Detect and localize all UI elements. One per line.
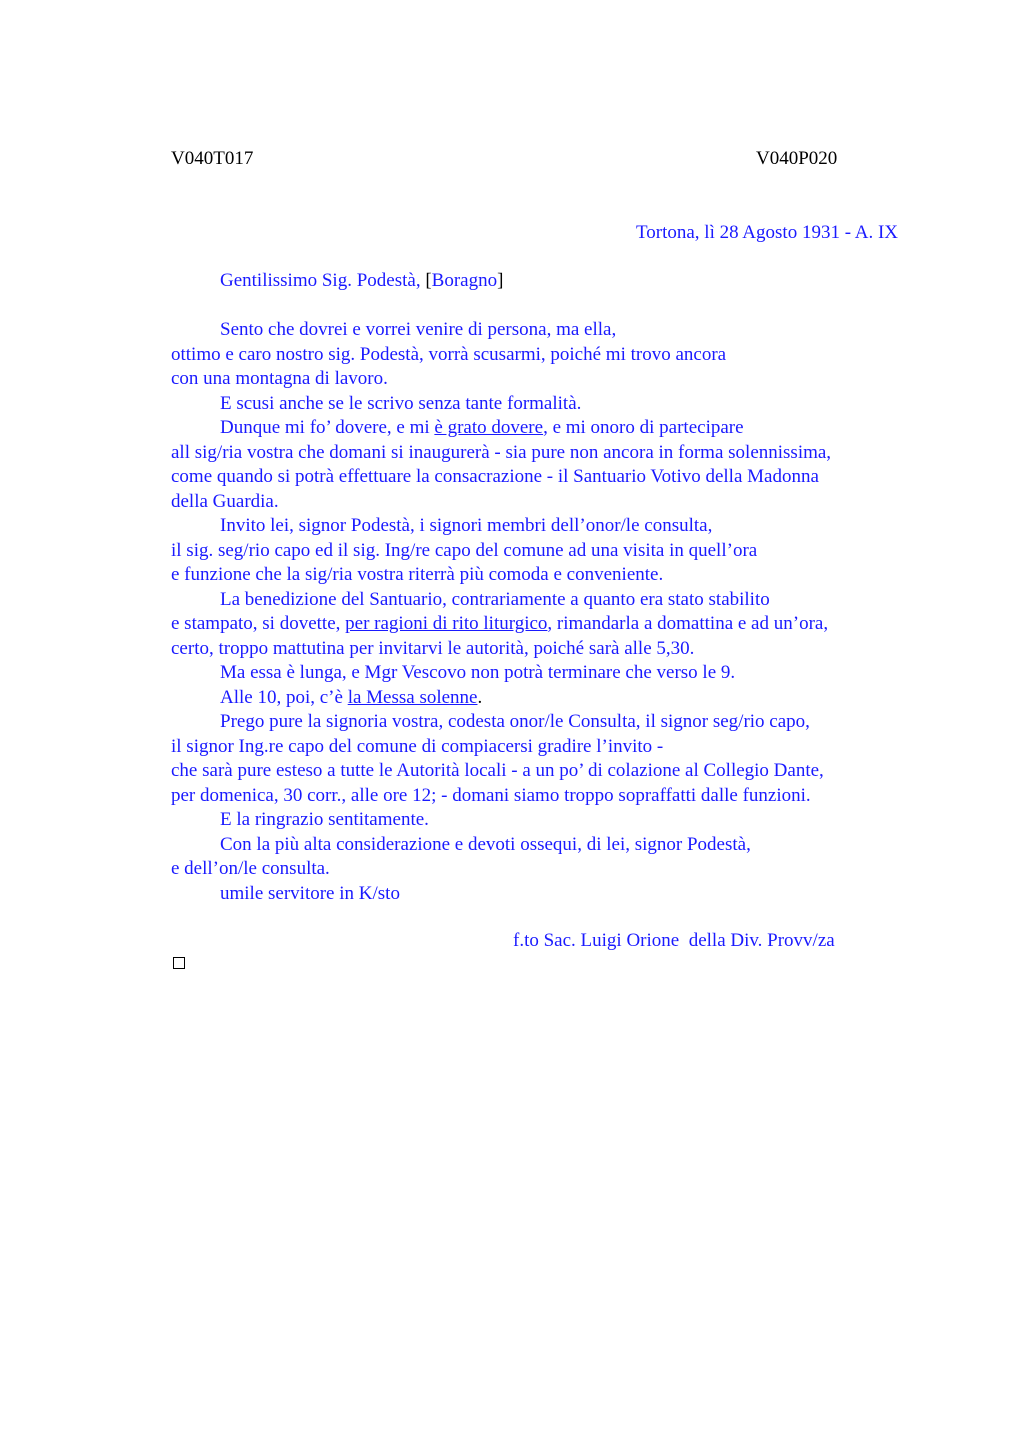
letter-line — [171, 612, 911, 637]
letter-signature: f.to Sac. Luigi Orione della Div. Provv/za — [513, 930, 835, 951]
underlined-phrase: è grato dovere — [434, 417, 544, 438]
line-text: che sarà pure esteso a tutte le Autorità locali - a un po’ di colazione al Collegio Dante, — [171, 760, 824, 781]
line-text: . — [477, 686, 483, 708]
letter-line — [171, 343, 911, 368]
letter-line — [171, 808, 911, 833]
letter-date: Tortona, lì 28 Agosto 1931 - A. IX — [635, 222, 898, 243]
line-text: ottimo e caro nostro sig. Podestà, vorrà scusarmi, poiché mi trovo ancora — [171, 343, 727, 365]
letter-line — [171, 857, 911, 882]
line-text: e dell’on/le consulta. — [171, 858, 330, 879]
line-text: come quando si potrà effettuare la consacrazione - il Santuario Votivo della Madonna — [171, 466, 819, 487]
letter-line — [171, 465, 911, 490]
bracket-close: ] — [497, 270, 504, 291]
line-text: certo, troppo mattutina per invitarvi le autorità, poiché sarà alle 5,30. — [171, 637, 695, 659]
line-text: per domenica, 30 corr., alle ore 12; - domani siamo troppo sopraffatti dalle funzioni. — [171, 784, 811, 806]
line-text: , e mi onoro di partecipare — [543, 417, 744, 438]
line-text: il sig. seg/rio capo ed il sig. Ing/re capo del comune ad una visita in quell’ora — [171, 539, 758, 561]
line-text: E la ringrazio sentitamente. — [220, 809, 429, 830]
letter-line — [171, 441, 911, 466]
letter-line — [171, 882, 911, 907]
archive-code-left: V040T017 — [171, 148, 254, 169]
letter-line — [171, 367, 911, 392]
letter-line — [171, 661, 911, 686]
line-text: umile servitore in K/sto — [220, 882, 400, 904]
letter-line — [171, 710, 911, 735]
letter-line — [171, 735, 911, 760]
underlined-phrase: la Messa solenne — [347, 686, 478, 708]
archive-code-right: V040P020 — [756, 148, 838, 169]
line-text: Dunque mi fo’ dovere, e mi — [220, 417, 435, 438]
line-text: Con la più alta considerazione e devoti ossequi, di lei, signor Podestà, — [220, 833, 751, 855]
letter-line — [171, 563, 911, 588]
letter-line — [171, 490, 911, 515]
line-text: , rimandarla a domattina e ad un’ora, — [547, 613, 829, 634]
end-marker-box — [173, 957, 185, 969]
line-text: e funzione che la sig/ria vostra riterrà più comoda e conveniente. — [171, 564, 664, 585]
letter-body — [171, 318, 911, 906]
letter-line — [171, 416, 911, 441]
line-text: Alle 10, poi, c’è — [220, 686, 348, 708]
bracket-open: [ — [425, 270, 432, 291]
underlined-phrase: per ragioni di rito liturgico — [345, 613, 548, 634]
letter-line — [171, 637, 911, 662]
letter-line — [171, 588, 911, 613]
letter-line — [171, 784, 911, 809]
line-text: La benedizione del Santuario, contrariamente a quanto era stato stabilito — [220, 588, 770, 610]
line-text: e stampato, si dovette, — [171, 613, 346, 634]
line-text: Prego pure la signoria vostra, codesta onor/le Consulta, il signor seg/rio capo, — [220, 711, 810, 732]
letter-line — [171, 759, 911, 784]
letter-line — [171, 686, 911, 711]
line-text: della Guardia. — [171, 490, 279, 512]
salutation-text: Gentilissimo Sig. Podestà, — [220, 270, 426, 291]
line-text: con una montagna di lavoro. — [171, 368, 388, 389]
letter-line — [171, 392, 911, 417]
line-text: Invito lei, signor Podestà, i signori membri dell’onor/le consulta, — [220, 515, 713, 536]
letter-line — [171, 833, 911, 858]
recipient-name: Boragno — [431, 270, 498, 291]
letter-line — [171, 514, 911, 539]
line-text: il signor Ing.re capo del comune di compiacersi gradire l’invito - — [171, 735, 664, 757]
line-text: all sig/ria vostra che domani si inaugurerà - sia pure non ancora in forma solennissima, — [171, 441, 832, 463]
line-text: Sento che dovrei e vorrei venire di persona, ma ella, — [220, 319, 617, 340]
letter-salutation — [220, 270, 503, 292]
letter-line — [171, 318, 911, 343]
line-text: E scusi anche se le scrivo senza tante formalità. — [220, 392, 582, 414]
line-text: Ma essa è lunga, e Mgr Vescovo non potrà terminare che verso le 9. — [220, 662, 736, 683]
letter-line — [171, 539, 911, 564]
